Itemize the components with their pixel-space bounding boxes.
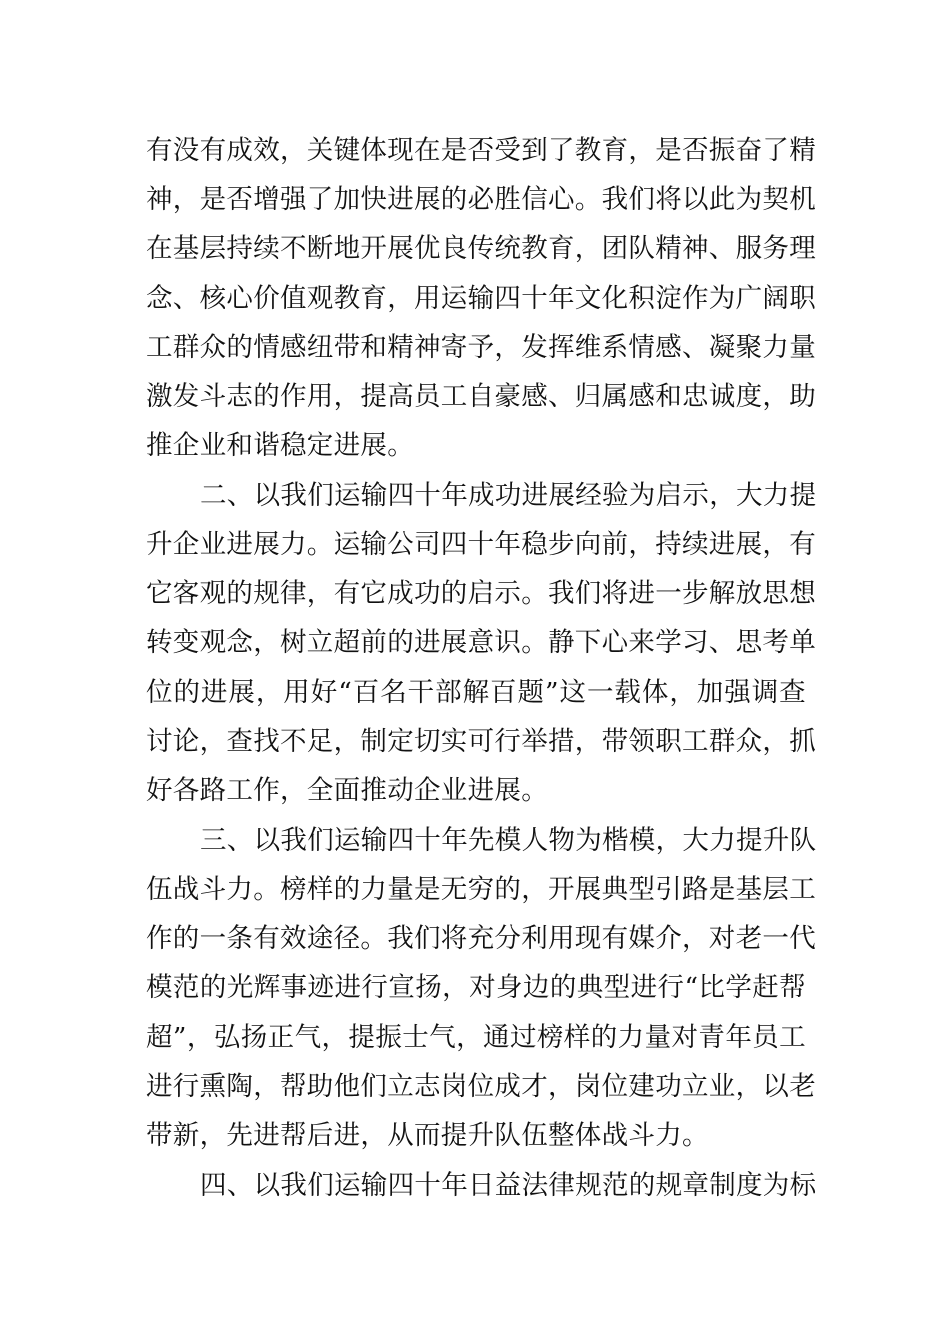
text-line: 位的进展，用好“百名干部解百题”这一载体，加强调查 [146,677,806,708]
text-line: 超”，弘扬正气，提振士气，通过榜样的力量对青年员工 [146,1022,806,1053]
text-line: 激发斗志的作用，提高员工自豪感、归属感和忠诚度，助 [146,381,816,412]
text-line: 推企业和谐稳定进展。 [146,430,414,461]
text-line: 作的一条有效途径。我们将充分利用现有媒介，对老一代 [146,923,816,954]
paragraph-first-line: 二、以我们运输四十年成功进展经验为启示，大力提 [200,480,817,511]
text-line: 伍战斗力。榜样的力量是无穷的，开展典型引路是基层工 [146,874,816,905]
text-line: 模范的光辉事迹进行宣扬，对身边的典型进行“比学赶帮 [146,972,806,1003]
text-line: 转变观念，树立超前的进展意识。静下心来学习、思考单 [146,627,816,658]
text-line: 带新，先进帮后进，从而提升队伍整体战斗力。 [146,1120,709,1151]
text-line: 神，是否增强了加快进展的必胜信心。我们将以此为契机 [146,184,816,215]
text-line: 好各路工作，全面推动企业进展。 [146,775,548,806]
paragraph-first-line: 三、以我们运输四十年先模人物为楷模，大力提升队 [200,825,817,856]
text-line: 念、核心价值观教育，用运输四十年文化积淀作为广阔职 [146,283,816,314]
text-line: 在基层持续不断地开展优良传统教育，团队精神、服务理 [146,233,816,264]
text-line: 有没有成效，关键体现在是否受到了教育，是否振奋了精 [146,135,816,166]
text-line: 它客观的规律，有它成功的启示。我们将进一步解放思想 [146,578,816,609]
text-line: 讨论，查找不足，制定切实可行举措，带领职工群众，抓 [146,726,816,757]
text-line: 进行熏陶，帮助他们立志岗位成才，岗位建功立业，以老 [146,1071,816,1102]
text-line: 升企业进展力。运输公司四十年稳步向前，持续进展，有 [146,529,816,560]
paragraph-first-line: 四、以我们运输四十年日益法律规范的规章制度为标 [200,1170,817,1201]
text-line: 工群众的情感纽带和精神寄予，发挥维系情感、凝聚力量 [146,332,816,363]
